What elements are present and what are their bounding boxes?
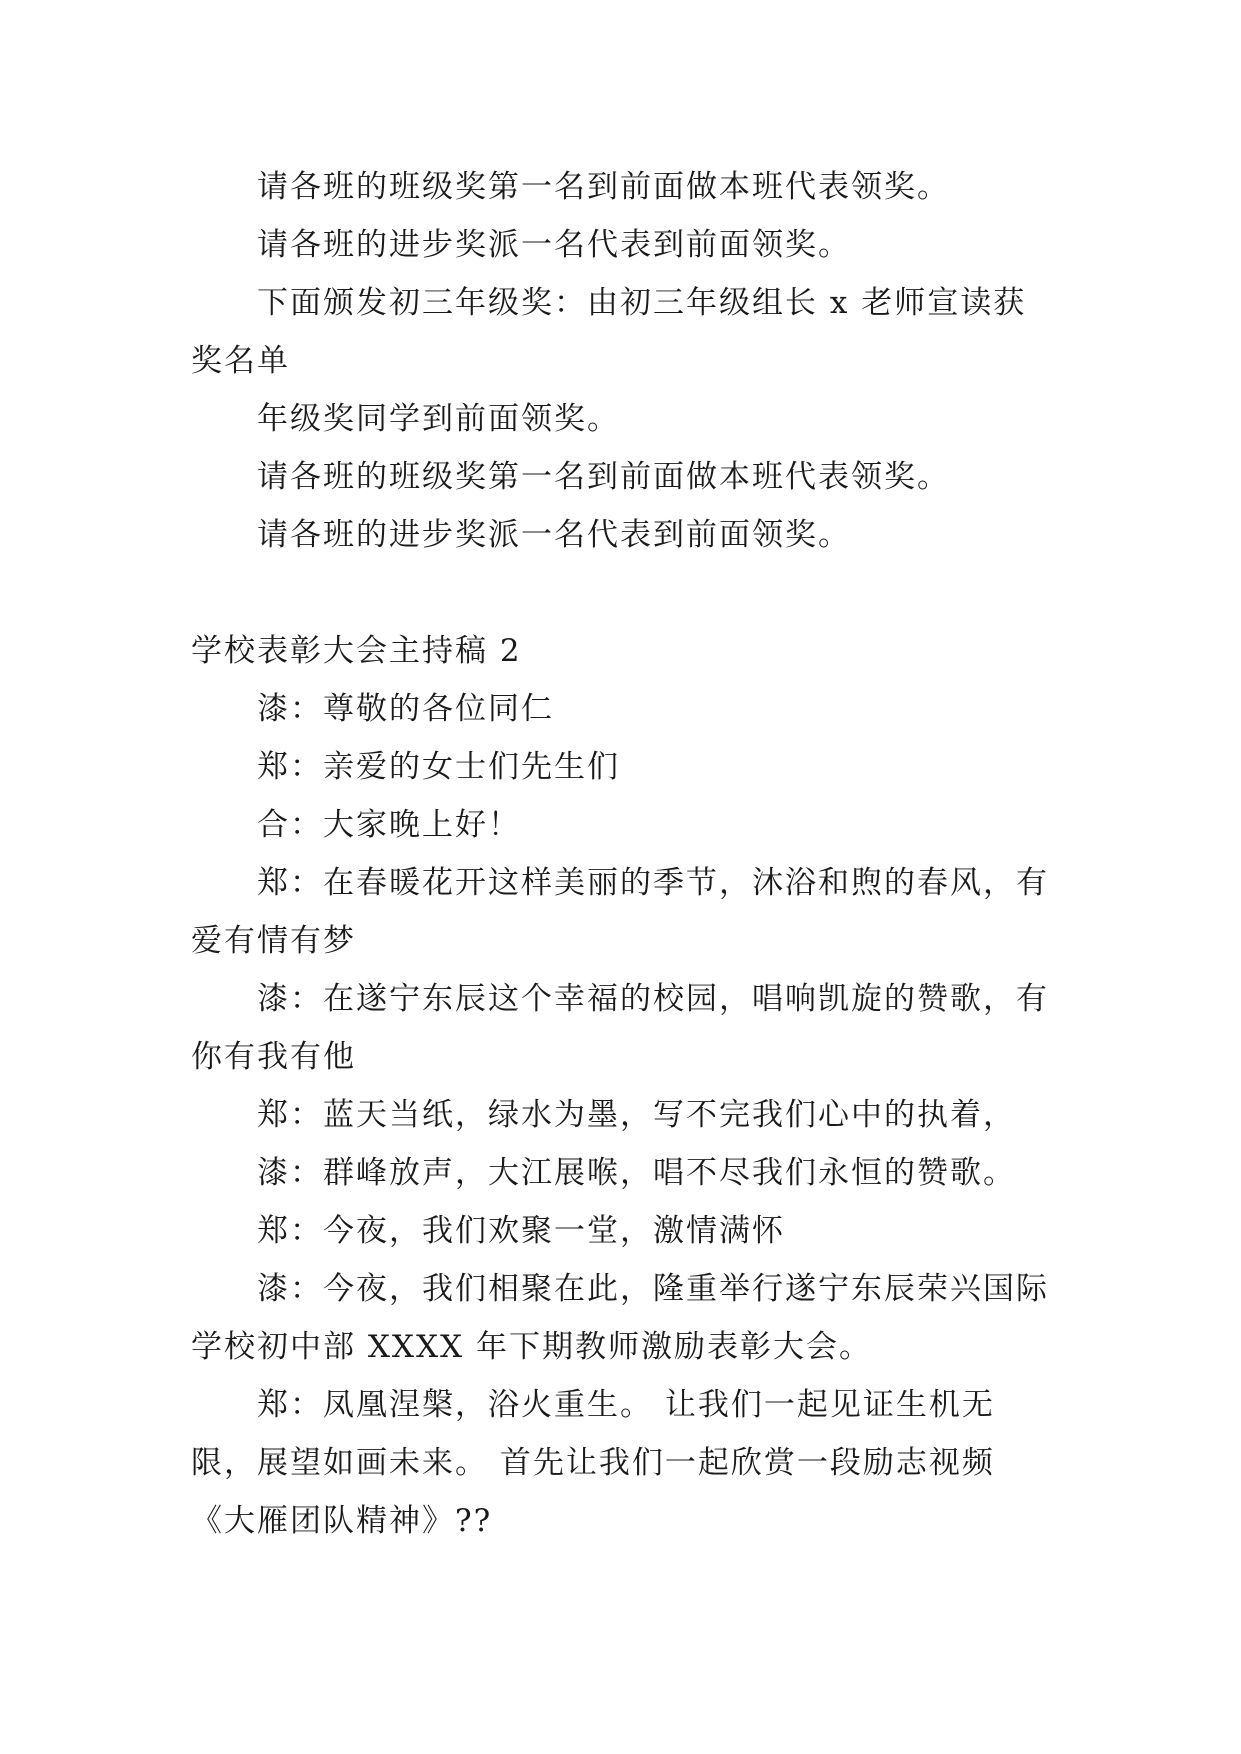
dialogue-line: 漆：今夜，我们相聚在此，隆重举行遂宁东辰荣兴国际学校初中部 XXXX 年下期教师激励表彰大会。 — [191, 1271, 1049, 1365]
paragraph-progress-award-repeat: 请各班的进步奖派一名代表到前面领奖。 — [257, 517, 851, 553]
dialogue-line: 漆：群峰放声，大江展喉，唱不尽我们永恒的赞歌。 — [257, 1155, 1016, 1191]
paragraph-class-award-repeat: 请各班的班级奖第一名到前面做本班代表领奖。 — [257, 459, 950, 495]
document-body — [191, 158, 1051, 1550]
dialogue-line: 漆：尊敬的各位同仁 — [257, 691, 554, 727]
paragraph-grade9-award-intro: 下面颁发初三年级奖：由初三年级组长 x 老师宣读获奖名单 — [191, 285, 1027, 379]
dialogue-line: 郑：在春暖花开这样美丽的季节，沐浴和煦的春风，有爱有情有梦 — [191, 865, 1049, 959]
dialogue-line: 郑：蓝天当纸，绿水为墨，写不完我们心中的执着， — [257, 1097, 1016, 1133]
section-title: 学校表彰大会主持稿 2 — [191, 633, 522, 669]
dialogue-line: 郑：凤凰涅槃，浴火重生。 让我们一起见证生机无限，展望如画未来。 首先让我们一起欣赏一段励志视频《大雁团队精神》?? — [191, 1387, 995, 1539]
dialogue-line: 漆：在遂宁东辰这个幸福的校园，唱响凯旋的赞歌，有你有我有他 — [191, 981, 1049, 1075]
paragraph-grade-award-students: 年级奖同学到前面领奖。 — [257, 401, 620, 437]
dialogue-line: 合：大家晚上好！ — [257, 807, 521, 843]
dialogue-line: 郑：今夜，我们欢聚一堂，激情满怀 — [257, 1213, 785, 1249]
section-spacer — [191, 564, 1051, 622]
dialogue-line: 郑：亲爱的女士们先生们 — [257, 749, 620, 785]
paragraph-class-award: 请各班的班级奖第一名到前面做本班代表领奖。 — [257, 169, 950, 205]
paragraph-progress-award: 请各班的进步奖派一名代表到前面领奖。 — [257, 227, 851, 263]
